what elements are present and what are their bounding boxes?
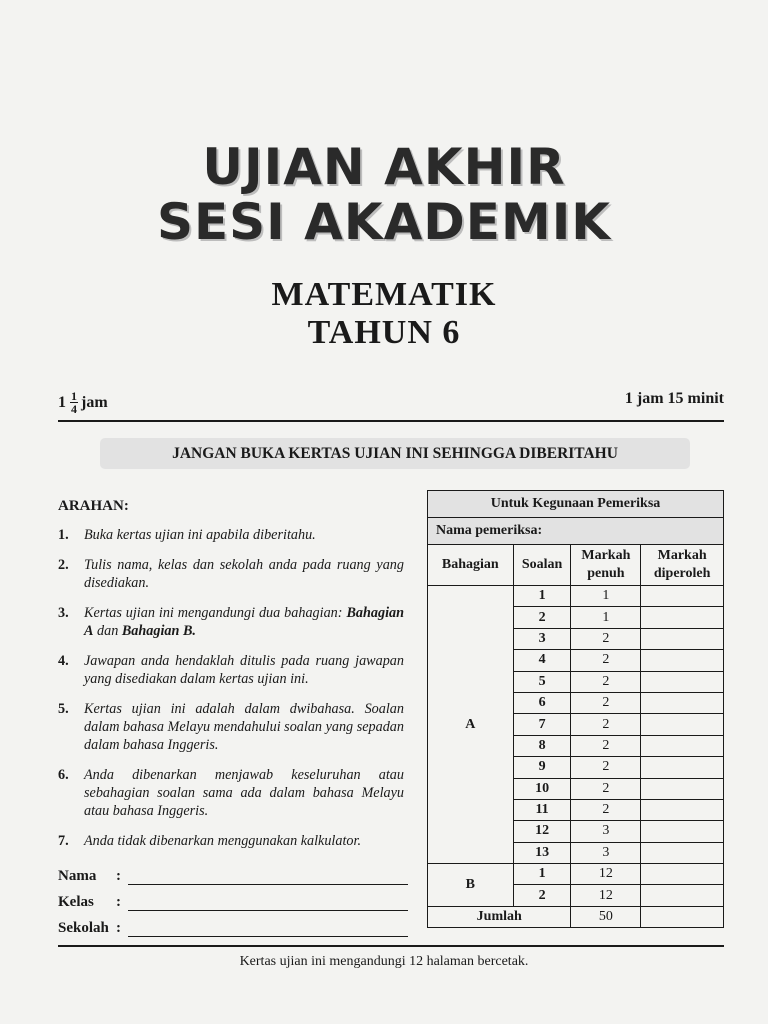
question-number: 2	[513, 885, 571, 906]
full-mark: 3	[571, 821, 641, 842]
question-number: 8	[513, 735, 571, 756]
question-number: 2	[513, 607, 571, 628]
warning-banner: JANGAN BUKA KERTAS UJIAN INI SEHINGGA DIBERITAHU	[100, 438, 690, 469]
obtained-mark-cell[interactable]	[641, 671, 724, 692]
instructions-heading: ARAHAN:	[58, 498, 129, 514]
question-number: 6	[513, 692, 571, 713]
total-obtained-cell[interactable]	[641, 906, 724, 927]
question-number: 4	[513, 650, 571, 671]
top-divider	[58, 420, 724, 422]
col-markah-penuh: Markah penuh	[571, 545, 641, 586]
name-field: Nama :	[58, 868, 408, 885]
question-number: 1	[513, 864, 571, 885]
subject-title: MATEMATIK	[271, 276, 497, 313]
table-row	[428, 586, 724, 607]
examiner-name-label: Nama pemeriksa:	[428, 518, 724, 545]
question-number: 13	[513, 842, 571, 863]
full-mark: 12	[571, 885, 641, 906]
table-header: Untuk Kegunaan Pemeriksa	[428, 491, 724, 518]
instruction-item: 2. Tulis nama, kelas dan sekolah anda pada ruang yang disediakan.	[58, 557, 404, 591]
duration-numerator: 1	[71, 389, 77, 403]
instruction-item: 6. Anda dibenarkan menjawab keseluruhan atau sebahagian soalan sama ada dalam bahasa Melayu atau bahasa Inggeris.	[58, 767, 404, 819]
class-line[interactable]	[128, 896, 408, 911]
instruction-item: 3. Kertas ujian ini mengandungi dua bahagian: Bahagian A dan Bahagian B.	[58, 605, 404, 639]
total-label: Jumlah	[428, 906, 571, 927]
bottom-divider	[58, 945, 724, 947]
obtained-mark-cell[interactable]	[641, 757, 724, 778]
col-markah-diperoleh: Markah diperoleh	[641, 545, 724, 586]
examiner-table	[427, 490, 724, 928]
instruction-item: 4. Jawapan anda hendaklah ditulis pada ruang jawapan yang disediakan dalam kertas ujian ini.	[58, 653, 404, 687]
obtained-mark-cell[interactable]	[641, 692, 724, 713]
question-number: 9	[513, 757, 571, 778]
question-number: 5	[513, 671, 571, 692]
full-mark: 2	[571, 714, 641, 735]
class-field: Kelas :	[58, 894, 408, 911]
full-mark: 2	[571, 628, 641, 649]
obtained-mark-cell[interactable]	[641, 628, 724, 649]
instruction-item: 5. Kertas ujian ini adalah dalam dwibahasa. Soalan dalam bahasa Melayu mendahului soalan yang sepadan dalam bahasa Inggeris.	[58, 701, 404, 753]
question-number: 11	[513, 799, 571, 820]
obtained-mark-cell[interactable]	[641, 842, 724, 863]
obtained-mark-cell[interactable]	[641, 821, 724, 842]
school-field: Sekolah :	[58, 920, 408, 937]
full-mark: 12	[571, 864, 641, 885]
duration-minutes: 1 jam 15 minit	[624, 390, 724, 407]
question-number: 12	[513, 821, 571, 842]
duration-fraction	[58, 390, 108, 415]
school-line[interactable]	[128, 922, 408, 937]
full-mark: 2	[571, 735, 641, 756]
full-mark: 2	[571, 799, 641, 820]
obtained-mark-cell[interactable]	[641, 607, 724, 628]
obtained-mark-cell[interactable]	[641, 586, 724, 607]
question-number: 7	[513, 714, 571, 735]
title-line-2: SESI AKADEMIK	[156, 193, 612, 251]
instruction-item: 7. Anda tidak dibenarkan menggunakan kalkulator.	[58, 833, 362, 849]
question-number: 3	[513, 628, 571, 649]
full-mark: 2	[571, 692, 641, 713]
obtained-mark-cell[interactable]	[641, 650, 724, 671]
obtained-mark-cell[interactable]	[641, 885, 724, 906]
section-b-label: B	[428, 864, 514, 907]
total-full-mark: 50	[571, 906, 641, 927]
obtained-mark-cell[interactable]	[641, 735, 724, 756]
full-mark: 2	[571, 757, 641, 778]
full-mark: 1	[571, 586, 641, 607]
full-mark: 3	[571, 842, 641, 863]
year-title: TAHUN 6	[307, 314, 461, 351]
duration-unit: jam	[81, 393, 108, 411]
obtained-mark-cell[interactable]	[641, 778, 724, 799]
total-row	[428, 906, 724, 927]
section-a-label: A	[428, 586, 514, 864]
duration-denominator: 4	[71, 402, 77, 416]
obtained-mark-cell[interactable]	[641, 799, 724, 820]
col-soalan: Soalan	[513, 545, 571, 586]
table-row	[428, 864, 724, 885]
duration-whole: 1	[58, 393, 66, 411]
instructions-list	[58, 526, 404, 862]
full-mark: 2	[571, 671, 641, 692]
col-bahagian: Bahagian	[428, 545, 514, 586]
full-mark: 1	[571, 607, 641, 628]
title-line-1: UJIAN AKHIR	[202, 138, 566, 196]
full-mark: 2	[571, 778, 641, 799]
duration-frac	[70, 390, 78, 415]
name-line[interactable]	[128, 870, 408, 885]
instruction-item: 1. Buka kertas ujian ini apabila diberitahu.	[58, 527, 316, 543]
obtained-mark-cell[interactable]	[641, 714, 724, 735]
obtained-mark-cell[interactable]	[641, 864, 724, 885]
question-number: 1	[513, 586, 571, 607]
question-number: 10	[513, 778, 571, 799]
page-count-note: Kertas ujian ini mengandungi 12 halaman bercetak.	[239, 954, 529, 969]
full-mark: 2	[571, 650, 641, 671]
